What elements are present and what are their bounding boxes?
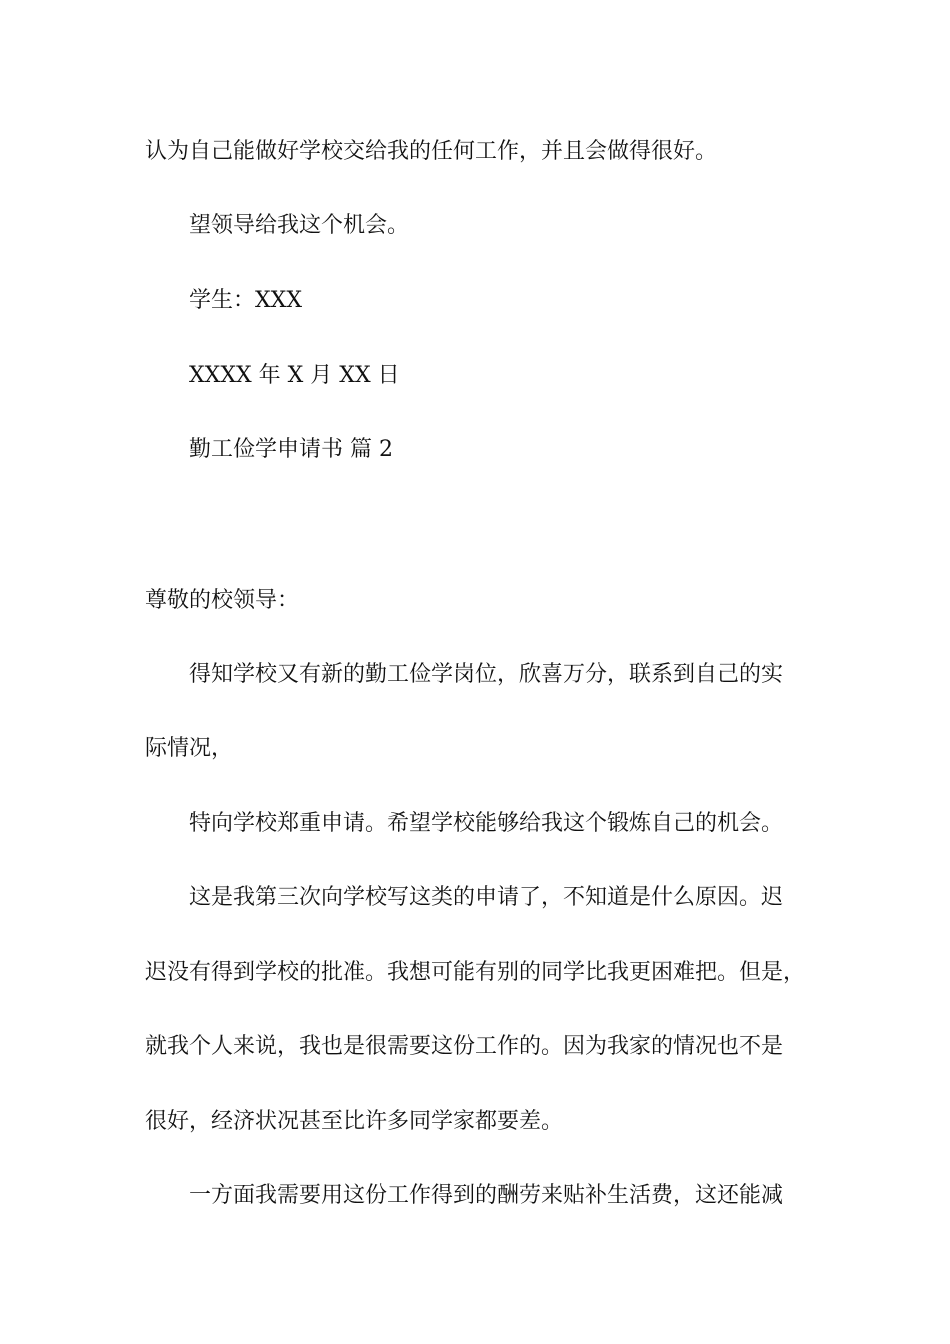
signature-student: 学生：XXX <box>189 288 302 313</box>
body-text-line: 特向学校郑重申请。希望学校能够给我这个锻炼自己的机会。 <box>189 811 784 836</box>
body-text-line: 认为自己能做好学校交给我的任何工作，并且会做得很好。 <box>145 139 718 164</box>
body-text-line: 望领导给我这个机会。 <box>189 213 410 238</box>
body-text-line: 迟没有得到学校的批准。我想可能有别的同学比我更困难把。但是， <box>145 960 806 985</box>
body-text-line: 很好，经济状况甚至比许多同学家都要差。 <box>145 1109 564 1134</box>
body-text-line: 就我个人来说，我也是很需要这份工作的。因为我家的情况也不是 <box>145 1034 784 1059</box>
body-text-line: 一方面我需要用这份工作得到的酬劳来贴补生活费，这还能减 <box>189 1183 784 1208</box>
signature-date: XXXX 年 X 月 XX 日 <box>189 363 400 388</box>
section-heading: 勤工俭学申请书 篇 2 <box>189 437 393 462</box>
salutation: 尊敬的校领导： <box>145 588 300 613</box>
body-text-line: 得知学校又有新的勤工俭学岗位，欣喜万分，联系到自己的实 <box>189 662 784 687</box>
body-text-line: 际情况， <box>145 736 234 761</box>
body-text-line: 这是我第三次向学校写这类的申请了，不知道是什么原因。迟 <box>189 885 784 910</box>
